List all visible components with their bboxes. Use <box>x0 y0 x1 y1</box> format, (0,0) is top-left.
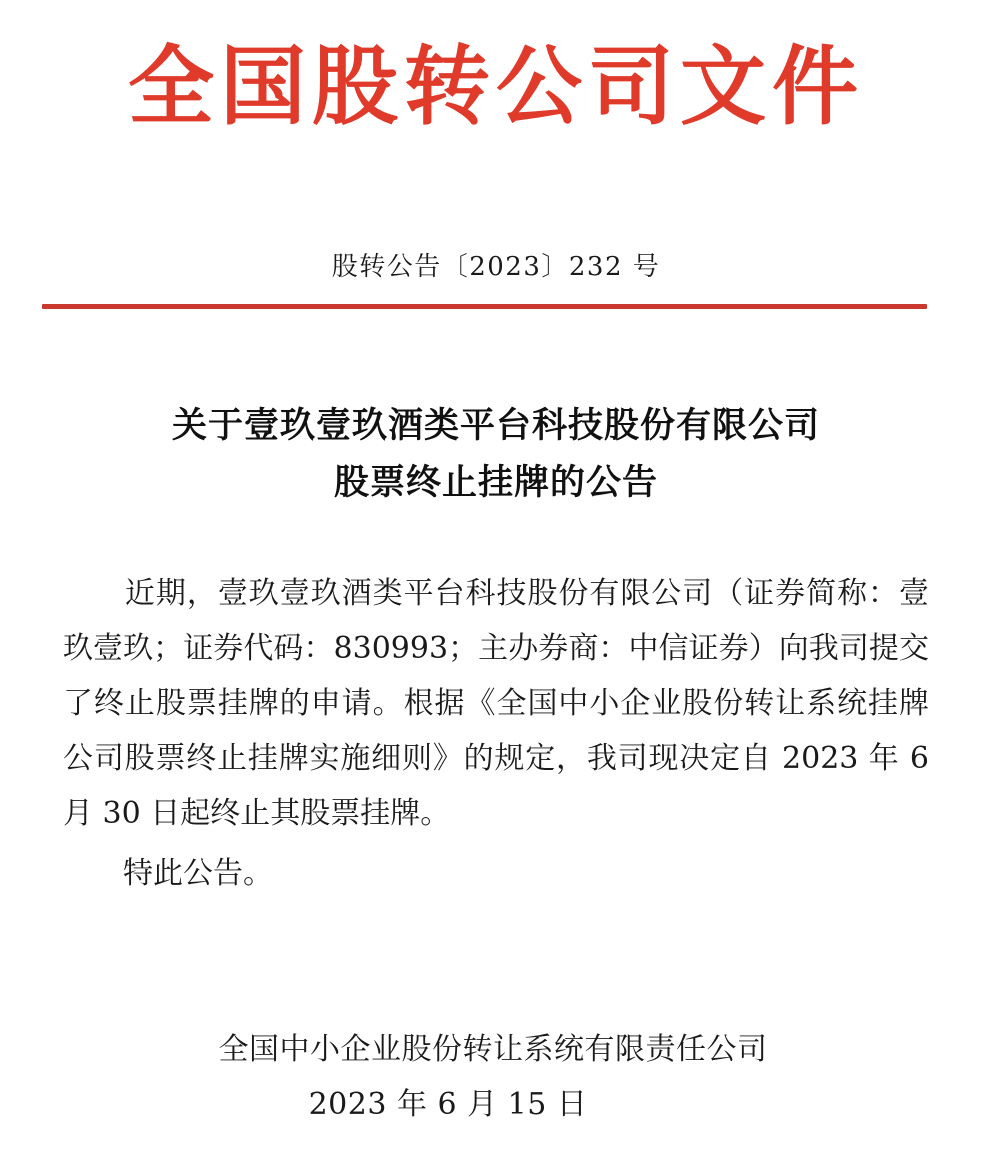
document-number-row <box>0 246 992 283</box>
body-line: 公司股票终止挂牌实施细则》的规定，我司现决定自 2023 年 6 <box>63 741 929 776</box>
signature-block <box>0 1022 992 1132</box>
document-number: 股转公告〔2023〕232 号 <box>331 252 661 282</box>
masthead <box>0 36 992 137</box>
body-line: 了终止股票挂牌的申请。根据《全国中小企业股份转让系统挂牌 <box>63 686 929 721</box>
body-text <box>63 566 929 901</box>
page-title <box>0 398 992 511</box>
red-divider-rule <box>42 304 927 309</box>
body-line: 玖壹玖；证券代码：830993；主办券商：中信证券）向我司提交 <box>63 631 929 666</box>
body-closing-line: 特此公告。 <box>123 856 273 891</box>
masthead-title: 全国股转公司文件 <box>128 36 864 137</box>
page-title-line-1: 关于壹玖壹玖酒类平台科技股份有限公司 <box>171 405 820 446</box>
signature-organization: 全国中小企业股份转让系统有限责任公司 <box>218 1032 768 1067</box>
body-line: 月 30 日起终止其股票挂牌。 <box>63 796 451 831</box>
body-line: 近期，壹玖壹玖酒类平台科技股份有限公司（证券简称：壹 <box>63 576 929 611</box>
page-title-line-2: 股票终止挂牌的公告 <box>333 461 658 503</box>
signature-date: 2023 年 6 月 15 日 <box>308 1087 588 1122</box>
